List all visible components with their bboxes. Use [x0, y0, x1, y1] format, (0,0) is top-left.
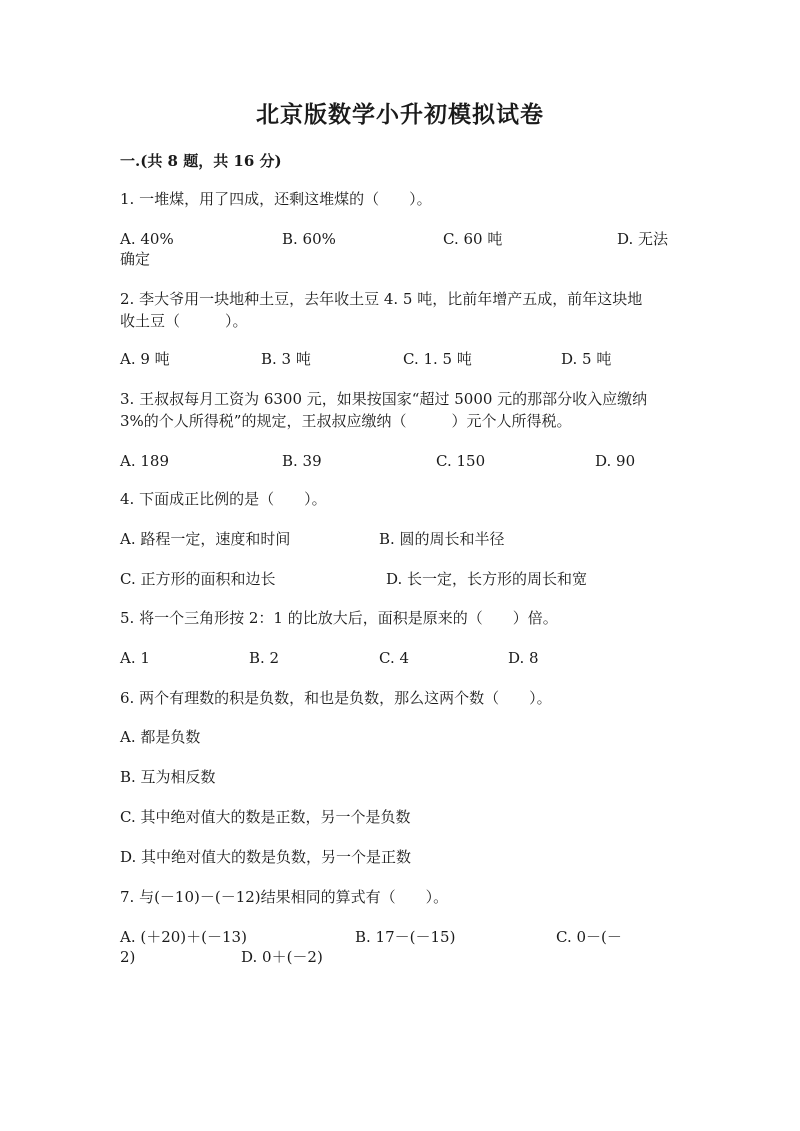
question-3-option-a: A. 189 [120, 452, 169, 470]
page-title: 北京版数学小升初模拟试卷 [256, 101, 544, 128]
question-2-option-c: C. 1. 5 吨 [403, 350, 472, 368]
question-5-text: 5. 将一个三角形按 2：1 的比放大后，面积是原来的（ ）倍。 [120, 609, 558, 627]
question-6-option-a: A. 都是负数 [120, 728, 201, 746]
question-1-text: 1. 一堆煤，用了四成，还剩这堆煤的（ ）。 [120, 190, 432, 208]
question-5-option-b: B. 2 [249, 649, 280, 667]
question-4-option-c: C. 正方形的面积和边长 [120, 570, 276, 588]
question-1-option-b: B. 60% [282, 230, 336, 248]
question-6-option-c: C. 其中绝对值大的数是正数，另一个是负数 [120, 808, 411, 826]
question-7-text: 7. 与(－10)－(－12)结果相同的算式有（ ）。 [120, 888, 449, 906]
question-3-text-line-1: 3. 王叔叔每月工资为 6300 元，如果按国家“超过 5000 元的那部分收入应缴纳 [120, 390, 648, 408]
question-4-option-b: B. 圆的周长和半径 [379, 530, 505, 548]
question-1-option-c: C. 60 吨 [443, 230, 503, 248]
question-7-option-a: A. (＋20)＋(－13) [120, 928, 247, 946]
question-5-option-d: D. 8 [508, 649, 539, 667]
question-3-option-d: D. 90 [595, 452, 636, 470]
question-3-option-c: C. 150 [436, 452, 486, 470]
question-5-option-c: C. 4 [379, 649, 410, 667]
question-3-text-line-2: 3%的个人所得税”的规定，王叔叔应缴纳（ ）元个人所得税。 [120, 412, 572, 430]
question-7-option-d: D. 0＋(－2) [241, 948, 323, 966]
question-7-option-b: B. 17－(－15) [355, 928, 456, 946]
question-1-option-a: A. 40% [120, 230, 174, 248]
question-2-option-a: A. 9 吨 [120, 350, 170, 368]
question-2-option-d: D. 5 吨 [561, 350, 612, 368]
question-4-option-a: A. 路程一定，速度和时间 [120, 530, 291, 548]
question-2-option-b: B. 3 吨 [261, 350, 311, 368]
question-4-option-d: D. 长一定，长方形的周长和宽 [386, 570, 588, 588]
question-7-option-c: C. 0－(－ [556, 928, 622, 946]
question-6-option-b: B. 互为相反数 [120, 768, 216, 786]
question-1-option-d-wrap: 确定 [120, 250, 151, 268]
section-header: 一.(共 8 题，共 16 分) [120, 152, 282, 170]
question-6-option-d: D. 其中绝对值大的数是负数，另一个是正数 [120, 848, 412, 866]
question-2-text-line-2: 收土豆（ ）。 [120, 312, 248, 330]
question-3-option-b: B. 39 [282, 452, 322, 470]
question-4-text: 4. 下面成正比例的是（ ）。 [120, 490, 327, 508]
question-2-text-line-1: 2. 李大爷用一块地种土豆，去年收土豆 4. 5 吨，比前年增产五成，前年这块地 [120, 290, 643, 308]
question-1-option-d: D. 无法 [617, 230, 669, 248]
question-7-option-c-wrap: 2) [120, 948, 136, 966]
question-6-text: 6. 两个有理数的积是负数，和也是负数，那么这两个数（ ）。 [120, 689, 552, 707]
question-5-option-a: A. 1 [120, 649, 150, 667]
